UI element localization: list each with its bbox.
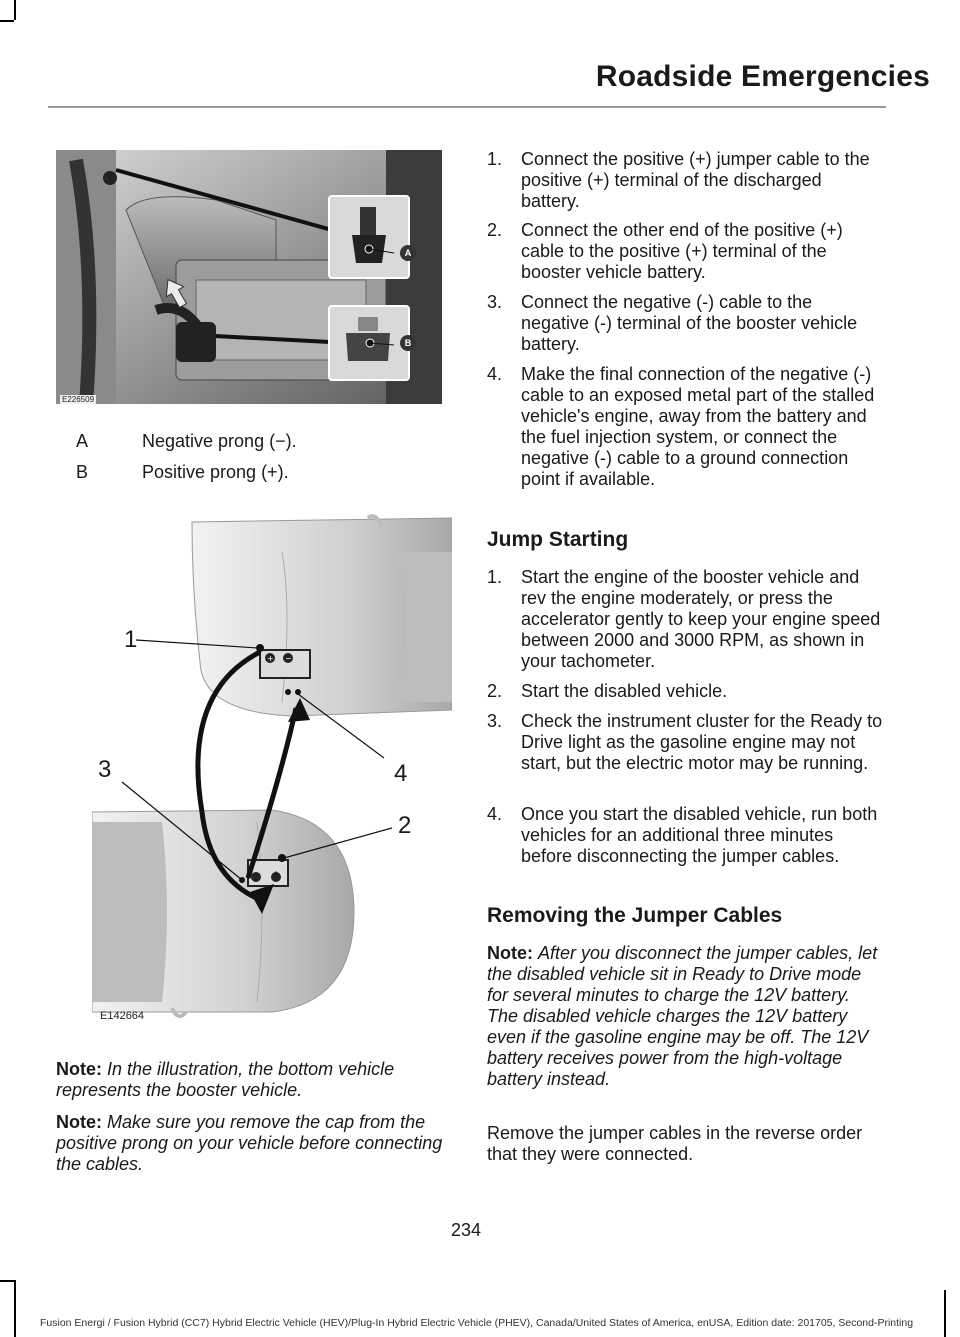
page-title: Roadside Emergencies	[595, 60, 930, 93]
figure-code: E142664	[100, 1010, 145, 1022]
crop-mark	[0, 1280, 14, 1282]
callout-3: 3	[98, 756, 112, 783]
figure-code: E226509	[62, 395, 95, 404]
legend-text: Negative prong (−).	[142, 431, 297, 451]
inset-positive-prong	[328, 305, 410, 381]
negative-prong-icon	[330, 197, 408, 277]
jumper-cable-diagram	[92, 512, 452, 1024]
header-rule	[48, 106, 886, 108]
crop-mark	[14, 1280, 16, 1337]
crop-mark	[14, 0, 16, 20]
svg-text:+: +	[267, 654, 274, 663]
label-b-badge: B	[400, 335, 416, 351]
section-heading-removing: Removing the Jumper Cables	[487, 904, 783, 927]
legend-text: Positive prong (+).	[142, 462, 289, 482]
section-heading-jump-starting: Jump Starting	[487, 528, 629, 551]
body-paragraph: Remove the jumper cables in the reverse order that they were connected.	[487, 1123, 863, 1164]
label-a-badge: A	[400, 245, 416, 261]
inset-negative-prong	[328, 195, 410, 279]
legend-key: B	[76, 462, 89, 482]
note-removing: Note: After you disconnect the jumper cables, let the disabled vehicle sit in Ready to Drive mode for several minutes to charge the 12V battery. The disabled vehicle charges the 12V battery even if the gasoline engine may be off. The 12V battery receives power from the high-voltage battery instead.	[487, 943, 878, 1089]
legend-key: A	[76, 431, 89, 451]
note-cap: Note: Make sure you remove the cap from the positive prong on your vehicle before connecting the cables.	[56, 1112, 443, 1174]
page-number: 234	[450, 1220, 482, 1240]
battery-prong-figure	[56, 150, 442, 404]
callout-2: 2	[398, 812, 412, 839]
crop-mark	[0, 20, 14, 22]
svg-text:−: −	[285, 654, 292, 663]
note-booster: Note: In the illustration, the bottom vehicle represents the booster vehicle.	[56, 1059, 395, 1100]
crop-mark	[944, 1290, 946, 1337]
battery-plus-label: +	[273, 869, 280, 881]
callout-4: 4	[394, 760, 408, 787]
footer-text: Fusion Energi / Fusion Hybrid (CC7) Hybrid Electric Vehicle (HEV)/Plug-In Hybrid Electric Vehicle (PHEV), Canada/United States of America, enUSA, Edition date: 201705, Second-Printing	[40, 1317, 914, 1329]
positive-prong-icon	[330, 307, 408, 379]
callout-1: 1	[124, 626, 138, 653]
battery-minus-label: −	[254, 869, 261, 881]
